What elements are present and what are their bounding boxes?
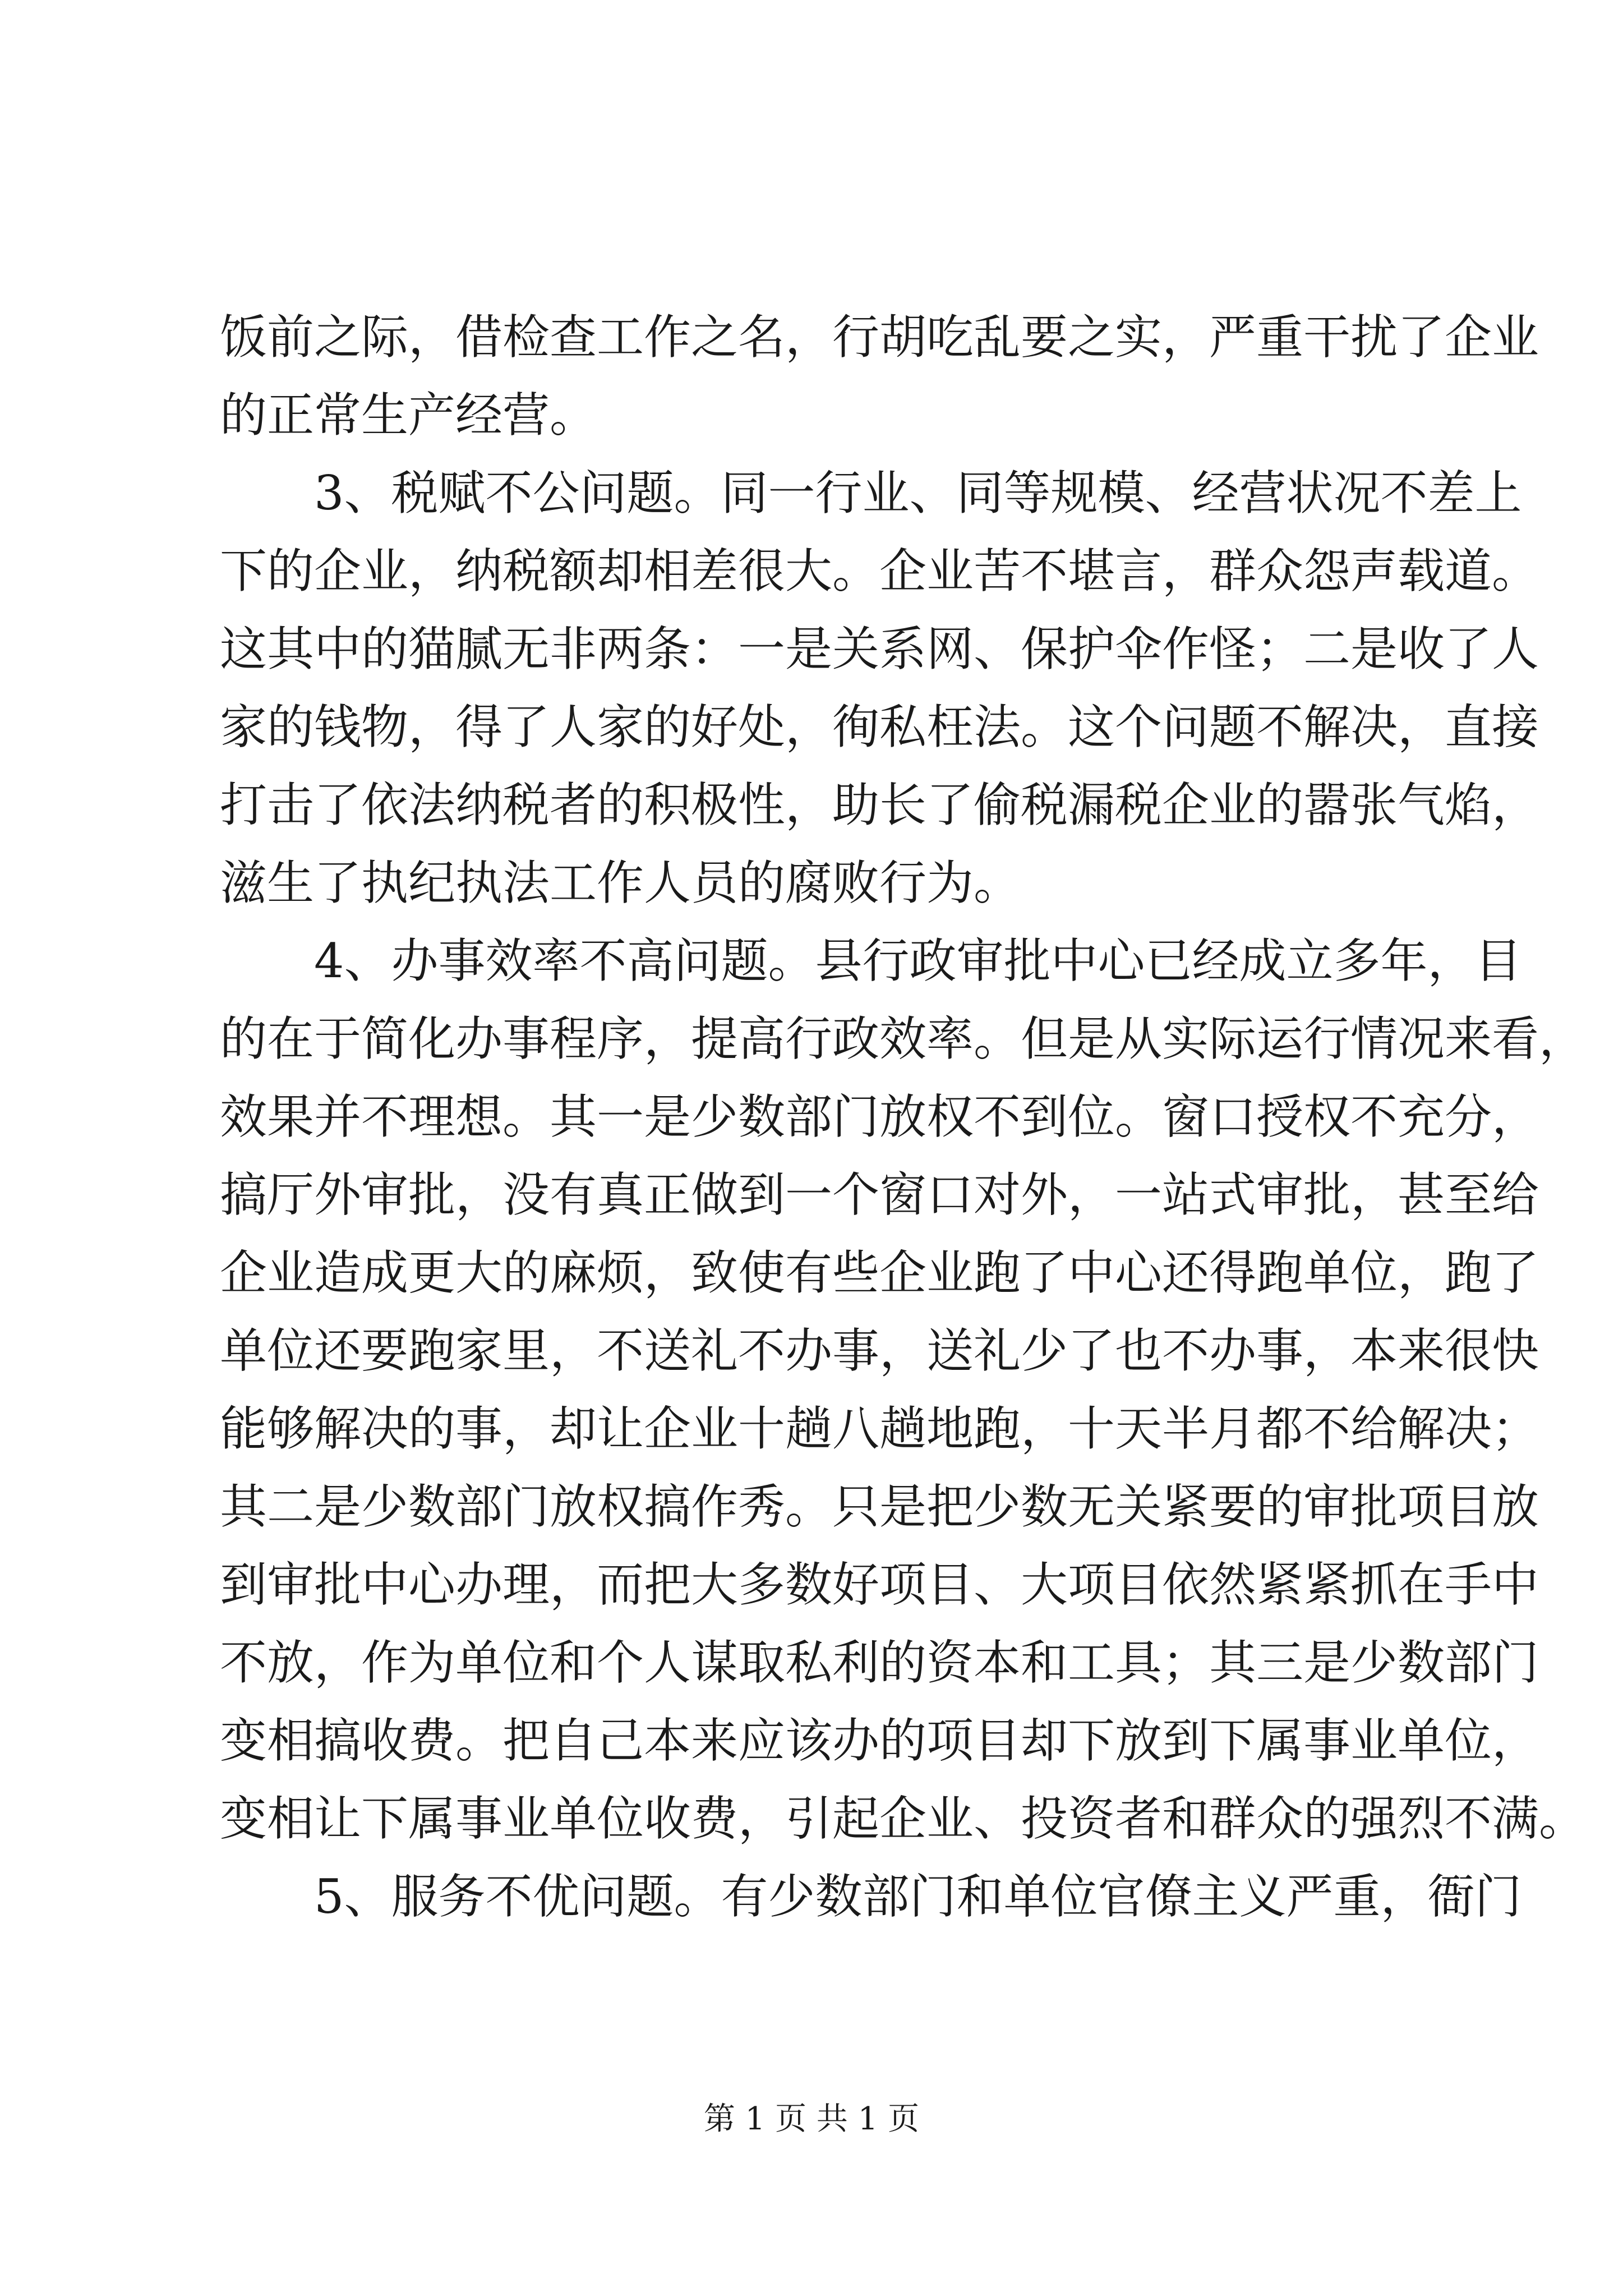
text-line: 的在于简化办事程序，提高行政效率。但是从实际运行情况来看， <box>220 1011 1587 1066</box>
text-line: 打击了依法纳税者的积极性，助长了偷税漏税企业的嚣张气焰， <box>220 777 1539 832</box>
text-line: 到审批中心办理，而把大多数好项目、大项目依然紧紧抓在手中 <box>220 1557 1539 1612</box>
text-line: 的正常生产经营。 <box>220 388 597 443</box>
text-line: 这其中的猫腻无非两条：一是关系网、保护伞作怪；二是收了人 <box>220 622 1539 677</box>
text-line: 3、税赋不公问题。同一行业、同等规模、经营状况不差上 <box>314 466 1522 521</box>
text-line: 下的企业，纳税额却相差很大。企业苦不堪言，群众怨声载道。 <box>220 544 1539 599</box>
text-line: 不放，作为单位和个人谋取私利的资本和工具；其三是少数部门 <box>220 1635 1539 1690</box>
text-line: 家的钱物，得了人家的好处，徇私枉法。这个问题不解决，直接 <box>220 700 1539 754</box>
text-line: 单位还要跑家里，不送礼不办事，送礼少了也不办事，本来很快 <box>220 1323 1539 1378</box>
text-line: 企业造成更大的麻烦，致使有些企业跑了中心还得跑单位，跑了 <box>220 1245 1539 1300</box>
body-text <box>220 298 1587 1936</box>
text-line: 滋生了执纪执法工作人员的腐败行为。 <box>220 855 1021 910</box>
text-line: 4、办事效率不高问题。县行政审批中心已经成立多年，目 <box>314 933 1522 988</box>
text-line: 饭前之际，借检查工作之名，行胡吃乱要之实，严重干扰了企业 <box>220 310 1539 365</box>
page-footer <box>0 2097 1623 2142</box>
text-line: 能够解决的事，却让企业十趟八趟地跑，十天半月都不给解决； <box>220 1401 1539 1456</box>
page-number-label: 第 1 页 共 1 页 <box>703 2101 920 2137</box>
text-line: 变相让下属事业单位收费，引起企业、投资者和群众的强烈不满。 <box>220 1791 1587 1846</box>
text-line: 5、服务不优问题。有少数部门和单位官僚主义严重，衙门 <box>314 1869 1522 1924</box>
text-line: 变相搞收费。把自己本来应该办的项目却下放到下属事业单位， <box>220 1713 1539 1768</box>
text-line: 其二是少数部门放权搞作秀。只是把少数无关紧要的审批项目放 <box>220 1479 1539 1534</box>
text-line: 效果并不理想。其一是少数部门放权不到位。窗口授权不充分， <box>220 1089 1539 1144</box>
text-line: 搞厅外审批，没有真正做到一个窗口对外，一站式审批，甚至给 <box>220 1167 1539 1222</box>
